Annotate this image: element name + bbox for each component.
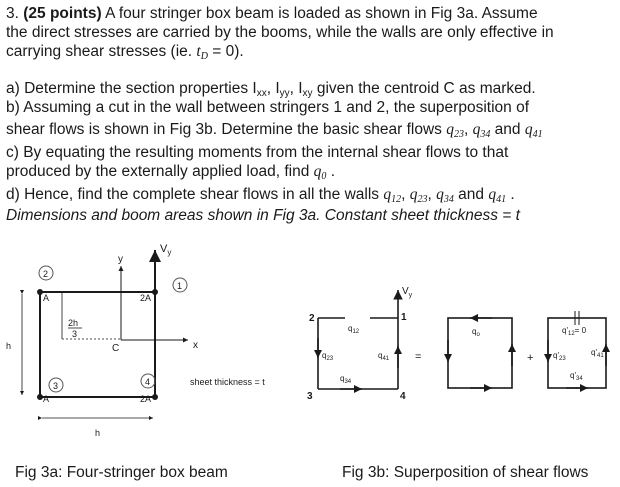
fig3b-node-3: 3: [307, 391, 313, 402]
part-d: d) Hence, find the complete shear flows in all the walls $q_{12}$, $q_{23}$, $q_{34}$ and $q_{41}$ .: [6, 186, 515, 205]
fig3a-area-tr: 2A: [140, 293, 152, 303]
fig3a-stringer-2: 2: [43, 269, 49, 279]
fig3b-q34: $q_{34}$: [340, 374, 352, 385]
fig3a-stringer-1: 1: [177, 281, 183, 291]
fig3b-plus: +: [527, 352, 534, 364]
problem-line-2: the direct stresses are carried by the booms, while the walls are only effective in: [6, 24, 554, 41]
fig3a-x-label: x: [193, 340, 198, 351]
fig3b-q41-prime: $q'_{41}$: [591, 348, 604, 359]
part-c-line-1: c) By equating the resulting moments from the internal shear flows to that: [6, 144, 509, 161]
fig3b-q12-prime: $q'_{12}= 0$: [562, 326, 587, 337]
fig3a-stringer-3: 3: [53, 381, 59, 391]
fig3b-load-label: $V_y$: [402, 286, 413, 299]
fig3b-cut-box: [307, 286, 413, 402]
fig3b-q34-prime: $q'_{34}$: [570, 371, 583, 382]
fig3a-area-br: 2A: [140, 394, 152, 404]
dimensions-note: Dimensions and boom areas shown in Fig 3a. Constant sheet thickness = t: [6, 207, 520, 224]
fig3a-sheet-label: sheet thickness = t: [190, 377, 265, 387]
fig3b-equals: =: [415, 351, 422, 363]
problem-intro: A four stringer box beam is loaded as shown in Fig 3a. Assume: [101, 5, 538, 22]
fig3a-stringer-4: 4: [145, 377, 151, 387]
fig3b-q23: $q_{23}$: [322, 351, 334, 362]
fig3a-boom-4: [152, 394, 158, 400]
problem-points: (25 points): [23, 5, 102, 22]
fig3b-q12: $q_{12}$: [348, 324, 360, 335]
fig3b-caption: Fig 3b: Superposition of shear flows: [342, 464, 589, 481]
problem-line-3: carrying shear stresses (ie. $t_D = 0$).: [6, 43, 244, 62]
fig3b-q0-label: $q_o$: [472, 327, 480, 338]
fig3a-caption: Fig 3a: Four-stringer box beam: [15, 464, 228, 481]
fig3b-node-4: 4: [400, 391, 406, 402]
part-c-line-2: produced by the externally applied load, find $q_0$ .: [6, 163, 335, 182]
fig3a-centroid-label: C: [112, 343, 120, 354]
fig3b-q41: $q_{41}$: [378, 351, 390, 362]
fig3a-area-bl: A: [43, 394, 50, 404]
fig3b-q0-box: [448, 318, 512, 388]
fig3a: [6, 243, 265, 438]
part-a: a) Determine the section properties $I_{xx}$, $I_{yy}$, $I_{xy}$ given the centroid C as marked.: [6, 80, 536, 99]
fig3b-node-2: 2: [309, 313, 315, 324]
fig3a-h-bottom-label: h: [95, 428, 101, 438]
fig3b-primed-box: [548, 311, 606, 388]
part-b-line-2: shear flows is shown in Fig 3b. Determine the basic shear flows $q_{23}$, $q_{34}$ and $q_{41}$: [6, 121, 543, 140]
fig3b-node-1: 1: [401, 312, 407, 323]
problem-number: 3.: [6, 5, 19, 22]
fig3a-load-label: $V_y$: [160, 243, 172, 257]
fig3a-h-left-label: h: [6, 341, 12, 351]
fig3a-3-label: 3: [72, 329, 78, 339]
fig3a-y-label: y: [118, 254, 123, 265]
part-b-line-1: b) Assuming a cut in the wall between stringers 1 and 2, the superposition of: [6, 99, 529, 116]
fig3a-2h-label: 2h: [68, 318, 79, 328]
fig3b-q23-prime: $q'_{23}$: [553, 351, 566, 362]
fig3a-area-tl: A: [43, 293, 50, 303]
